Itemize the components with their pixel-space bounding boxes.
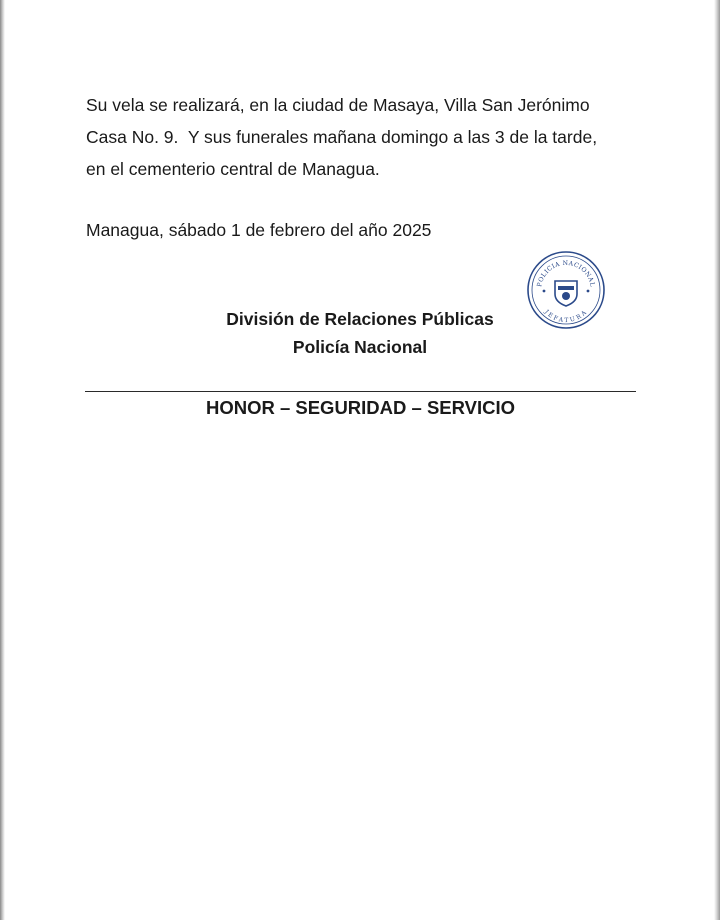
signature-institution: Policía Nacional: [292, 337, 428, 357]
paragraph-line: en el cementerio central de Managua.: [86, 159, 380, 179]
dateline-text: Managua, sábado 1 de febrero del año 2025: [86, 220, 432, 240]
institutional-motto: HONOR – SEGURIDAD – SERVICIO: [205, 397, 516, 418]
svg-text:JEFATURA: JEFATURA: [543, 308, 589, 325]
dateline: [86, 214, 646, 246]
svg-text:POLICIA NACIONAL: POLICIA NACIONAL: [536, 259, 596, 288]
page-edge-right: [714, 0, 720, 920]
signature-block: [160, 305, 560, 361]
paragraph-line: Su vela se realizará, en la ciudad de Masaya, Villa San Jerónimo: [86, 95, 590, 115]
paragraph-line: Casa No. 9. Y sus funerales mañana domingo a las 3 de la tarde,: [86, 127, 598, 147]
signature-division: División de Relaciones Públicas: [226, 309, 494, 329]
funeral-paragraph: [86, 89, 646, 185]
horizontal-divider: [85, 391, 636, 392]
page-edge-left: [0, 0, 5, 920]
